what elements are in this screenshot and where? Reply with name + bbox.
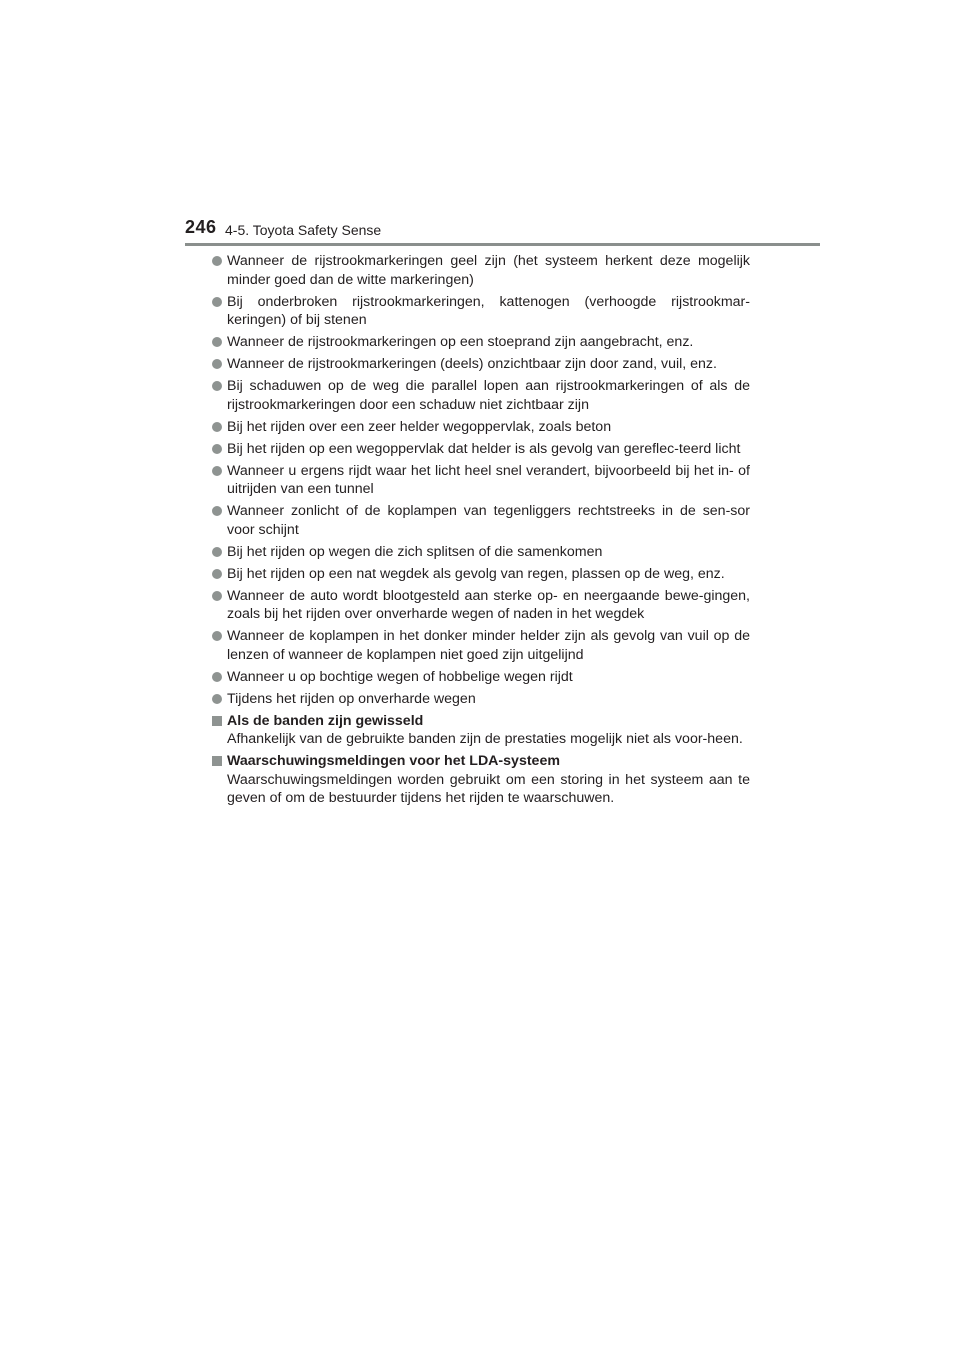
- list-item-text: Wanneer de koplampen in het donker minder helder zijn als gevolg van vuil op de lenzen of wanneer de koplampen niet goed zijn uitgelijnd: [227, 628, 750, 663]
- bullet-icon: [212, 381, 222, 391]
- bullet-icon: [212, 694, 222, 704]
- subsection-tires: [212, 712, 750, 749]
- list-item-text: Bij het rijden op wegen die zich splitsen of die samenkomen: [227, 543, 603, 560]
- bullet-icon: [212, 337, 222, 347]
- list-item-text: Bij het rijden op een nat wegdek als gevolg van regen, plassen op de weg, enz.: [227, 565, 725, 582]
- header-divider: [185, 243, 820, 246]
- list-item: [212, 502, 750, 539]
- list-item-text: Bij onderbroken rijstrookmarkeringen, kattenogen (verhoogde rijstrookmar-keringen) of bij stenen: [227, 293, 750, 328]
- list-item: [212, 418, 750, 437]
- bullet-icon: [212, 631, 222, 641]
- list-item-text: Bij schaduwen op de weg die parallel lopen aan rijstrookmarkeringen of als de rijstrookmarkeringen door een schaduw niet zichtbaar zijn: [227, 378, 750, 413]
- subsection-heading: Als de banden zijn gewisseld: [227, 712, 424, 729]
- bullet-icon: [212, 466, 222, 476]
- list-item: [212, 355, 750, 374]
- bullet-icon: [212, 444, 222, 454]
- list-item: [212, 377, 750, 414]
- bullet-icon: [212, 569, 222, 579]
- list-item-text: Wanneer zonlicht of de koplampen van tegenliggers rechtstreeks in de sen-sor voor schijnt: [227, 503, 750, 538]
- list-item-text: Wanneer de rijstrookmarkeringen geel zijn (het systeem herkent deze mogelijk minder goed dan de witte markeringen): [227, 253, 750, 288]
- list-item: [212, 252, 750, 289]
- subsection-body: Waarschuwingsmeldingen worden gebruikt om een storing in het systeem aan te geven of om de bestuurder tijdens het rijden te waarschuwen.: [227, 771, 750, 806]
- list-item: [212, 543, 750, 562]
- list-item-text: Wanneer de rijstrookmarkeringen (deels) onzichtbaar zijn door zand, vuil, enz.: [227, 356, 717, 372]
- bullet-icon: [212, 422, 222, 432]
- page-number: 246: [185, 217, 217, 237]
- subsection-heading: Waarschuwingsmeldingen voor het LDA-systeem: [227, 753, 560, 769]
- bullet-icon: [212, 547, 222, 557]
- bullet-icon: [212, 591, 222, 601]
- list-item-text: Wanneer de rijstrookmarkeringen op een stoeprand zijn aangebracht, enz.: [227, 334, 694, 350]
- list-item-text: Wanneer u op bochtige wegen of hobbelige wegen rijdt: [227, 668, 573, 685]
- subsection-body: Afhankelijk van de gebruikte banden zijn de prestaties mogelijk niet als voor-heen.: [227, 731, 743, 747]
- subsection-lda-warnings: [212, 752, 750, 808]
- bullet-icon: [212, 672, 222, 682]
- list-item-text: Bij het rijden op een wegoppervlak dat helder is als gevolg van gereflec-teerd licht: [227, 440, 741, 457]
- list-item-text: Tijdens het rijden op onverharde wegen: [227, 690, 476, 707]
- page-content: [212, 252, 750, 811]
- page-header: [185, 213, 820, 247]
- bullet-icon: [212, 359, 222, 369]
- list-item: [212, 440, 750, 459]
- section-title: 4-5. Toyota Safety Sense: [225, 222, 382, 238]
- square-bullet-icon: [212, 756, 222, 766]
- list-item-text: Wanneer de auto wordt blootgesteld aan sterke op- en neergaande bewe-gingen, zoals bij het rijden over onverharde wegen of naden in het wegdek: [227, 587, 750, 622]
- bullet-icon: [212, 506, 222, 516]
- list-item: [212, 690, 750, 709]
- square-bullet-icon: [212, 716, 222, 726]
- list-item: [212, 333, 750, 352]
- list-item: [212, 587, 750, 624]
- list-item: [212, 668, 750, 687]
- list-item: [212, 565, 750, 584]
- bullet-icon: [212, 297, 222, 307]
- list-item: [212, 293, 750, 330]
- list-item-text: Bij het rijden over een zeer helder wegoppervlak, zoals beton: [227, 418, 612, 435]
- list-item: [212, 627, 750, 664]
- list-item: [212, 462, 750, 499]
- bullet-icon: [212, 256, 222, 266]
- list-item-text: Wanneer u ergens rijdt waar het licht heel snel verandert, bijvoorbeeld bij het in- of uitrijden van een tunnel: [227, 462, 750, 497]
